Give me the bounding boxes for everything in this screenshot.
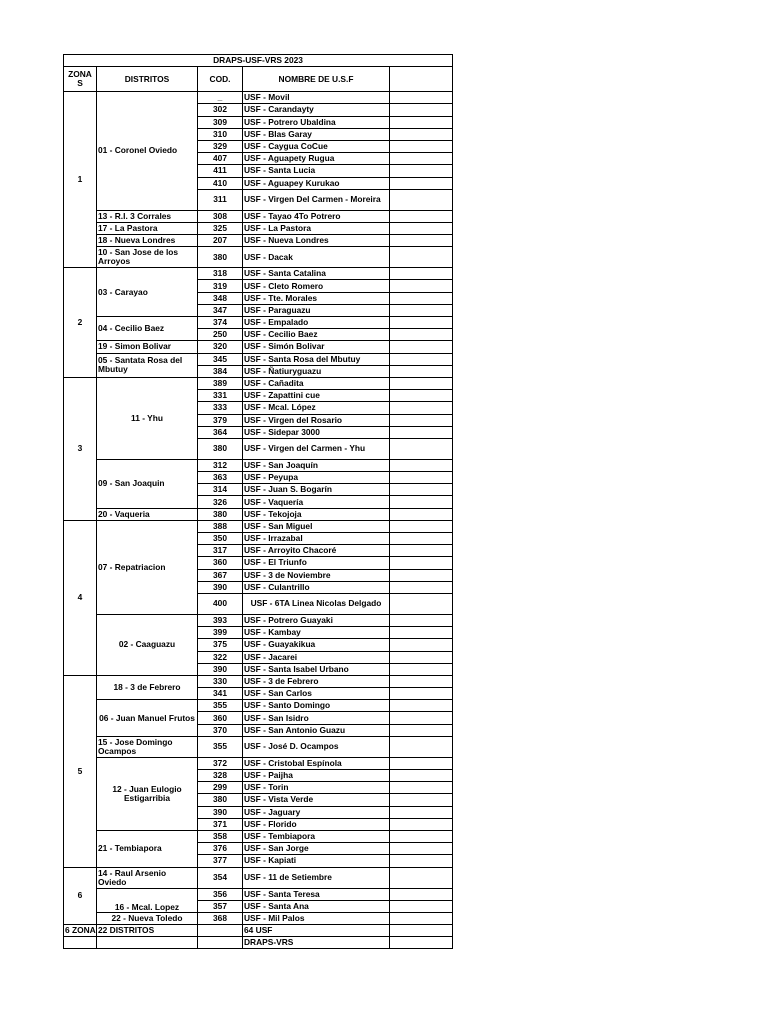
blank-cell — [390, 268, 453, 280]
table-row — [64, 317, 453, 329]
table-row — [64, 888, 453, 900]
usf-cell: USF - San Antonio Guazu — [243, 724, 390, 736]
blank-cell — [390, 92, 453, 104]
usf-cell: USF - Santa Catalina — [243, 268, 390, 280]
usf-cell: USF - Tembiapora — [243, 830, 390, 842]
cod-cell: 348 — [198, 292, 243, 304]
usf-cell: USF - Tte. Morales — [243, 292, 390, 304]
table-row — [64, 508, 453, 520]
table-row — [64, 867, 453, 888]
usf-cell: USF - 3 de Noviembre — [243, 569, 390, 581]
usf-cell: USF - Ñatiuryguazu — [243, 365, 390, 377]
usf-cell: USF - Florido — [243, 818, 390, 830]
usf-cell: USF - Santa Teresa — [243, 888, 390, 900]
distrito-cell: 21 - Tembiapora — [97, 830, 198, 867]
usf-cell: USF - San Joaquín — [243, 459, 390, 471]
cod-cell: 328 — [198, 770, 243, 782]
cod-cell: 372 — [198, 757, 243, 769]
cod-cell: 388 — [198, 520, 243, 532]
cod-cell: 330 — [198, 675, 243, 687]
blank-cell — [390, 569, 453, 581]
blank-cell — [390, 867, 453, 888]
blank-cell — [390, 508, 453, 520]
usf-cell: USF - Juan S. Bogarín — [243, 484, 390, 496]
cod-cell: 410 — [198, 177, 243, 189]
usf-cell: USF - Irrazabal — [243, 533, 390, 545]
usf-cell: USF - Cleto Romero — [243, 280, 390, 292]
total-zonas: 6 ZONA — [65, 925, 96, 936]
cod-cell: 311 — [198, 189, 243, 210]
header-zonas: ZONA S — [64, 67, 97, 92]
cod-cell: 250 — [198, 329, 243, 341]
blank-cell — [390, 614, 453, 626]
table-title: DRAPS-USF-VRS 2023 — [64, 55, 453, 67]
totals-row — [64, 925, 453, 937]
header-blank — [390, 67, 453, 92]
cod-cell: 329 — [198, 140, 243, 152]
blank-cell — [390, 292, 453, 304]
blank-cell — [390, 888, 453, 900]
table-row — [64, 341, 453, 353]
cod-cell: 380 — [198, 794, 243, 806]
distrito-cell: 05 - Santata Rosa del Mbutuy — [97, 353, 198, 377]
usf-cell: USF - San Jorge — [243, 843, 390, 855]
blank-cell — [390, 937, 453, 949]
zona-cell: 4 — [64, 520, 97, 675]
usf-cell: USF - Sidepar 3000 — [243, 426, 390, 438]
cod-cell: 333 — [198, 402, 243, 414]
blank-cell — [390, 377, 453, 389]
usf-cell: USF - José D. Ocampos — [243, 736, 390, 757]
blank-cell — [390, 140, 453, 152]
usf-cell: USF - Zapattini cue — [243, 390, 390, 402]
cod-cell: 347 — [198, 304, 243, 316]
usf-cell: USF - Cecilio Baez — [243, 329, 390, 341]
title-row — [64, 55, 453, 67]
blank-cell — [390, 128, 453, 140]
distrito-cell: 07 - Repatriacion — [97, 520, 198, 614]
blank-cell — [390, 165, 453, 177]
distrito-cell: 19 - Simon Bolivar — [97, 341, 198, 353]
distrito-cell: 10 - San Jose de los Arroyos — [97, 247, 198, 268]
cod-cell: 310 — [198, 128, 243, 140]
blank-cell — [390, 557, 453, 569]
usf-cell: USF - Cañadita — [243, 377, 390, 389]
cod-cell: 354 — [198, 867, 243, 888]
blank-cell — [97, 937, 198, 949]
table-row — [64, 459, 453, 471]
cod-cell: 375 — [198, 639, 243, 651]
blank-cell — [390, 925, 453, 937]
cod-cell: 325 — [198, 222, 243, 234]
blank-cell — [390, 712, 453, 724]
blank-cell — [64, 937, 97, 949]
blank-cell — [390, 593, 453, 614]
cod-cell: 326 — [198, 496, 243, 508]
header-distritos: DISTRITOS — [97, 67, 198, 92]
cod-cell: 317 — [198, 545, 243, 557]
table-row — [64, 614, 453, 626]
cod-cell: 320 — [198, 341, 243, 353]
usf-cell: USF - Carandayty — [243, 104, 390, 116]
table-row — [64, 700, 453, 712]
usf-cell: USF - Peyupa — [243, 472, 390, 484]
usf-cell: USF - Virgen Del Carmen - Moreira — [243, 189, 390, 210]
table-row — [64, 377, 453, 389]
cod-cell: 360 — [198, 557, 243, 569]
cod-cell: 355 — [198, 736, 243, 757]
distrito-cell: 17 - La Pastora — [97, 222, 198, 234]
blank-cell — [390, 736, 453, 757]
table-row — [64, 353, 453, 365]
distrito-cell: 01 - Coronel Oviedo — [97, 92, 198, 211]
header-cod: COD. — [198, 67, 243, 92]
cod-cell: 380 — [198, 438, 243, 459]
usf-cell: USF - Vista Verde — [243, 794, 390, 806]
blank-cell — [390, 210, 453, 222]
blank-cell — [390, 545, 453, 557]
distrito-cell: 16 - Mcal. Lopez — [97, 888, 198, 912]
usf-cell: USF - Mcal. López — [243, 402, 390, 414]
blank-cell — [390, 496, 453, 508]
cod-cell: 322 — [198, 651, 243, 663]
blank-cell — [390, 402, 453, 414]
cod-cell: 400 — [198, 593, 243, 614]
table-row — [64, 736, 453, 757]
cod-cell: 314 — [198, 484, 243, 496]
usf-cell: USF - Potrero Ubaldina — [243, 116, 390, 128]
blank-cell — [390, 414, 453, 426]
distrito-cell: 15 - Jose Domingo Ocampos — [97, 736, 198, 757]
cod-cell: 364 — [198, 426, 243, 438]
blank-cell — [390, 639, 453, 651]
blank-cell — [390, 855, 453, 867]
blank-cell — [390, 688, 453, 700]
usf-cell: USF - Vaquería — [243, 496, 390, 508]
usf-cell: USF - Virgen del Carmen - Yhu — [243, 438, 390, 459]
blank-cell — [390, 104, 453, 116]
header-row — [64, 67, 453, 92]
zona-cell: 6 — [64, 867, 97, 925]
usf-cell: USF - Kapiati — [243, 855, 390, 867]
blank-cell — [390, 581, 453, 593]
blank-cell — [390, 794, 453, 806]
distrito-cell: 18 - 3 de Febrero — [97, 675, 198, 699]
cod-cell: 411 — [198, 165, 243, 177]
cod-cell: 393 — [198, 614, 243, 626]
cod-cell: 358 — [198, 830, 243, 842]
usf-cell: USF - Dacak — [243, 247, 390, 268]
blank-cell — [390, 627, 453, 639]
blank-cell — [390, 438, 453, 459]
cod-cell: 390 — [198, 663, 243, 675]
table-row — [64, 210, 453, 222]
blank-cell — [390, 189, 453, 210]
usf-cell: USF - La Pastora — [243, 222, 390, 234]
zona-cell: 2 — [64, 268, 97, 378]
distrito-cell: 02 - Caaguazu — [97, 614, 198, 675]
blank-cell — [390, 818, 453, 830]
cod-cell: 355 — [198, 700, 243, 712]
cod-cell: 357 — [198, 900, 243, 912]
usf-cell: USF - San Isidro — [243, 712, 390, 724]
cod-cell: 407 — [198, 153, 243, 165]
usf-cell: USF - Culantrillo — [243, 581, 390, 593]
cod-cell: 389 — [198, 377, 243, 389]
usf-cell: USF - Guayakikua — [243, 639, 390, 651]
usf-cell: USF - Santa Lucia — [243, 165, 390, 177]
cod-cell: 374 — [198, 317, 243, 329]
blank-cell — [390, 353, 453, 365]
cod-cell: 399 — [198, 627, 243, 639]
blank-cell — [390, 533, 453, 545]
cod-cell: 371 — [198, 818, 243, 830]
footer-row — [64, 937, 453, 949]
usf-cell: USF - Torin — [243, 782, 390, 794]
blank-cell — [390, 757, 453, 769]
table-row — [64, 675, 453, 687]
cod-cell: 350 — [198, 533, 243, 545]
table-row — [64, 830, 453, 842]
cod-cell: 390 — [198, 806, 243, 818]
total-distritos: 22 DISTRITOS — [97, 925, 198, 937]
usf-cell: USF - Santa Isabel Urbano — [243, 663, 390, 675]
blank-cell — [390, 484, 453, 496]
usf-table — [63, 54, 453, 949]
cod-cell: 356 — [198, 888, 243, 900]
blank-cell — [390, 472, 453, 484]
usf-cell: USF - Santo Domingo — [243, 700, 390, 712]
distrito-cell: 03 - Carayao — [97, 268, 198, 317]
cod-cell: 376 — [198, 843, 243, 855]
table-row — [64, 235, 453, 247]
cod-cell: 360 — [198, 712, 243, 724]
distrito-cell: 06 - Juan Manuel Frutos — [97, 700, 198, 737]
table-row — [64, 92, 453, 104]
cod-cell: 345 — [198, 353, 243, 365]
usf-cell: USF - Tekojoja — [243, 508, 390, 520]
usf-cell: USF - San Carlos — [243, 688, 390, 700]
total-usf: 64 USF — [243, 925, 390, 937]
usf-cell: USF - Cristobal Espínola — [243, 757, 390, 769]
cod-cell: 379 — [198, 414, 243, 426]
usf-cell: USF - Aguapety Rugua — [243, 153, 390, 165]
blank-cell — [390, 235, 453, 247]
distrito-cell: 22 - Nueva Toledo — [97, 912, 198, 924]
usf-cell: USF - Tayao 4To Potrero — [243, 210, 390, 222]
cod-cell: _ — [198, 92, 243, 104]
blank-cell — [390, 280, 453, 292]
blank-cell — [390, 806, 453, 818]
blank-cell — [390, 390, 453, 402]
blank-cell — [390, 830, 453, 842]
cod-cell: 380 — [198, 247, 243, 268]
blank-cell — [390, 177, 453, 189]
cod-cell: 299 — [198, 782, 243, 794]
table-row — [64, 268, 453, 280]
usf-cell: USF - Potrero Guayaki — [243, 614, 390, 626]
cod-cell: 319 — [198, 280, 243, 292]
usf-cell: USF - Blas Garay — [243, 128, 390, 140]
cod-cell: 309 — [198, 116, 243, 128]
blank-cell — [390, 317, 453, 329]
distrito-cell: 14 - Raul Arsenio Oviedo — [97, 867, 198, 888]
blank-cell — [390, 843, 453, 855]
distrito-cell: 11 - Yhu — [97, 377, 198, 459]
zona-cell: 1 — [64, 92, 97, 268]
usf-cell: USF - Mil Palos — [243, 912, 390, 924]
blank-cell — [390, 116, 453, 128]
blank-cell — [390, 304, 453, 316]
distrito-cell: 13 - R.I. 3 Corrales — [97, 210, 198, 222]
cod-cell: 312 — [198, 459, 243, 471]
table-row — [64, 520, 453, 532]
blank-cell — [390, 459, 453, 471]
blank-cell — [390, 365, 453, 377]
blank-cell — [390, 222, 453, 234]
usf-cell: USF - Jacarei — [243, 651, 390, 663]
table-row — [64, 247, 453, 268]
usf-cell: USF - Santa Ana — [243, 900, 390, 912]
distrito-cell: 20 - Vaqueria — [97, 508, 198, 520]
cod-cell: 318 — [198, 268, 243, 280]
cod-cell: 302 — [198, 104, 243, 116]
usf-cell: USF - Paraguazu — [243, 304, 390, 316]
cod-cell: 384 — [198, 365, 243, 377]
cod-cell: 207 — [198, 235, 243, 247]
header-nombre: NOMBRE DE U.S.F — [243, 67, 390, 92]
blank-cell — [390, 700, 453, 712]
blank-cell — [390, 782, 453, 794]
blank-cell — [390, 770, 453, 782]
blank-cell — [198, 925, 243, 937]
usf-cell: USF - Santa Rosa del Mbutuy — [243, 353, 390, 365]
cod-cell: 331 — [198, 390, 243, 402]
blank-cell — [390, 520, 453, 532]
cod-cell: 363 — [198, 472, 243, 484]
blank-cell — [390, 724, 453, 736]
cod-cell: 377 — [198, 855, 243, 867]
cod-cell: 368 — [198, 912, 243, 924]
usf-cell: USF - Aguapey Kurukao — [243, 177, 390, 189]
distrito-cell: 09 - San Joaquin — [97, 459, 198, 508]
usf-cell: USF - Kambay — [243, 627, 390, 639]
blank-cell — [390, 329, 453, 341]
usf-cell: USF - Virgen del Rosario — [243, 414, 390, 426]
usf-cell: USF - Paijha — [243, 770, 390, 782]
cod-cell: 341 — [198, 688, 243, 700]
cod-cell: 380 — [198, 508, 243, 520]
distrito-cell: 18 - Nueva Londres — [97, 235, 198, 247]
distrito-cell: 12 - Juan Eulogio Estigarribia — [97, 757, 198, 830]
blank-cell — [390, 651, 453, 663]
blank-cell — [390, 153, 453, 165]
zona-cell: 5 — [64, 675, 97, 867]
usf-cell: USF - 3 de Febrero — [243, 675, 390, 687]
blank-cell — [390, 426, 453, 438]
footer-label: DRAPS-VRS — [243, 937, 390, 949]
usf-cell: USF - Simón Bolivar — [243, 341, 390, 353]
table-row — [64, 912, 453, 924]
blank-cell — [390, 663, 453, 675]
usf-cell: USF - El Triunfo — [243, 557, 390, 569]
usf-cell: USF - Empalado — [243, 317, 390, 329]
blank-cell — [390, 341, 453, 353]
table-row — [64, 222, 453, 234]
blank-cell — [390, 912, 453, 924]
zona-cell: 3 — [64, 377, 97, 520]
usf-cell: USF - San Miguel — [243, 520, 390, 532]
usf-cell: USF - 11 de Setiembre — [243, 867, 390, 888]
usf-cell: USF - Arroyito Chacoré — [243, 545, 390, 557]
cod-cell: 308 — [198, 210, 243, 222]
usf-cell: USF - 6TA Linea Nicolas Delgado — [243, 593, 390, 614]
cod-cell: 367 — [198, 569, 243, 581]
table-row — [64, 757, 453, 769]
blank-cell — [390, 247, 453, 268]
cod-cell: 390 — [198, 581, 243, 593]
usf-cell: USF - Jaguary — [243, 806, 390, 818]
usf-cell: USF - Nueva Londres — [243, 235, 390, 247]
cod-cell: 370 — [198, 724, 243, 736]
distrito-cell: 04 - Cecilio Baez — [97, 317, 198, 341]
usf-cell: USF - Caygua CoCue — [243, 140, 390, 152]
usf-cell: USF - Movil — [243, 92, 390, 104]
blank-cell — [198, 937, 243, 949]
blank-cell — [390, 900, 453, 912]
blank-cell — [390, 675, 453, 687]
